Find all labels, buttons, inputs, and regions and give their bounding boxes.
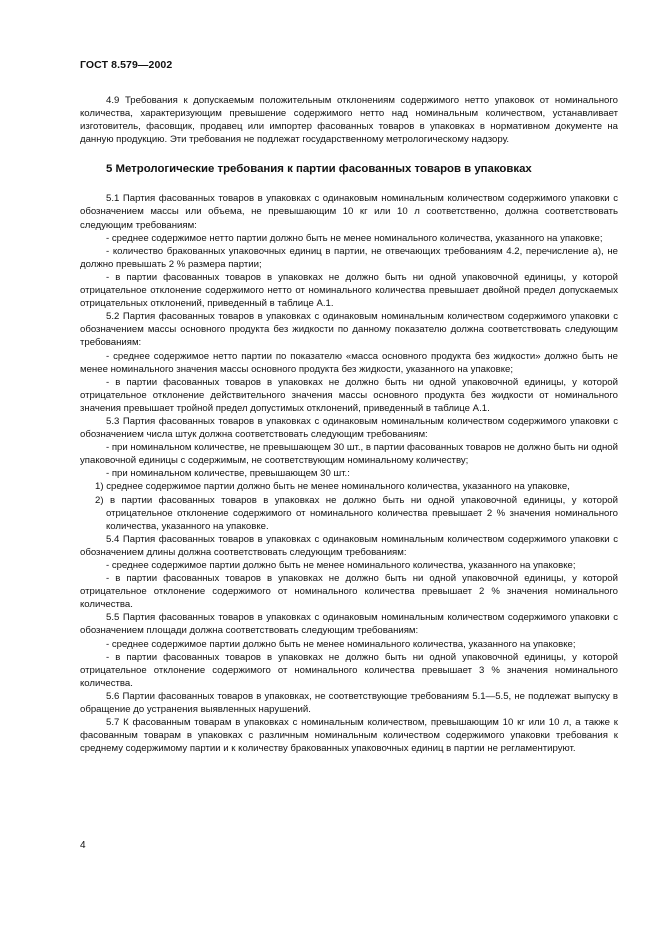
list-item: - среднее содержимое партии должно быть не менее номинального количества, указанного на упаковке; [106,638,576,650]
list-item: - в партии фасованных товаров в упаковках не должно быть ни одной упаковочной единицы, у которой отрицательное отклонение содержимого нетто от номинального количества превышает двойной предел допускаемых отрицательных отклонений, приведенный в таблице А.1. [80,271,618,310]
paragraph-5-3: 5.3 Партия фасованных товаров в упаковках с одинаковым номинальным количеством содержимого упаковки с обозначением числа штук должна соответствовать следующим требованиям: [80,415,618,441]
list-item: - при номинальном количестве, не превышающем 30 шт., в партии фасованных товаров не должно быть ни одной упаковочной единицы с содержимым, не соответствующим номинальному количеству; [80,442,618,467]
list-item: - в партии фасованных товаров в упаковках не должно быть ни одной упаковочной единицы, у которой отрицательное отклонение действительного значения массы основного продукта без жидкости от номинального значения превышает тройной предел допустимых отклонений, приведенный в таблице А.1. [80,376,618,414]
numbered-item: 1) среднее содержимое партии должно быть не менее номинального количества, указанного на упаковке, [95,481,570,493]
paragraph-5-2: 5.2 Партия фасованных товаров в упаковках с одинаковым номинальным количеством содержимого упаковки с обозначением массы основного продукта без жидкости по данному показателю должна соответствовать следующим требованиям: [80,311,618,349]
list-item: - при номинальном количестве, превышающем 30 шт.: [106,468,350,480]
paragraph-5-5: 5.5 Партия фасованных товаров в упаковках с одинаковым номинальным количеством содержимого упаковки с обозначением площади должна соответствовать следующим требованиям: [80,612,618,637]
list-item: - среднее содержимое партии должно быть не менее номинального количества, указанного на упаковке; [106,560,576,571]
numbered-item: 2) в партии фасованных товаров в упаковках не должно быть ни одной упаковочной единицы, у которой отрицательное отклонение содержимого от номинального количества превышает 2 % значения номинального количества, указанного на упаковке. [95,494,618,532]
page-number: 4 [80,840,86,851]
document-header: ГОСТ 8.579—2002 [80,59,173,71]
paragraph-5-4: 5.4 Партия фасованных товаров в упаковках с одинаковым номинальным количеством содержимого упаковки с обозначением длины должна соответствовать следующим требованиям: [80,533,618,558]
paragraph-5-7: 5.7 К фасованным товарам в упаковках с номинальным количеством, превышающим 10 кг или 10 л, а также к фасованным товарам в упаковках с различным номинальным количеством содержимого упаковки требования к среднему содержимому партии и к количеству бракованных упаковочных единиц в партии не регламентируют. [80,717,618,755]
list-item: - количество бракованных упаковочных единиц в партии, не отвечающих требованиям 4.2, перечисление а), не должно превышать 2 % размера партии; [80,245,618,270]
list-item: - в партии фасованных товаров в упаковках не должно быть ни одной упаковочной единицы, у которой отрицательное отклонение содержимого от номинального количества превышает 2 % значения номинального количества. [80,573,618,611]
list-item: - в партии фасованных товаров в упаковках не должно быть ни одной упаковочной единицы, у которой отрицательное отклонение содержимого от номинального количества превышает 3 % значения номинального количества. [80,651,618,689]
section-5-title: 5 Метрологические требования к партии фасованных товаров в упаковках [106,163,532,176]
paragraph-4-9: 4.9 Требования к допускаемым положительным отклонениям содержимого нетто упаковок от номинального количества, характеризующим превышение содержимого нетто над номинальным количеством, устанавливает изготовитель, фасовщик, продавец или импортер фасованных товаров в упаковках в нормативном документе на данную продукцию. Эти требования не подлежат государственному метрологическому надзору. [80,95,618,146]
list-item: - среднее содержимое нетто партии должно быть не менее номинального количества, указанного на упаковке; [106,232,603,244]
document-body [80,94,618,755]
list-item: - среднее содержимое нетто партии по показателю «масса основного продукта без жидкости» должно быть не менее номинального значения массы основного продукта без жидкости, указанного на упаковке; [80,350,618,375]
paragraph-5-1: 5.1 Партия фасованных товаров в упаковках с одинаковым номинальным количеством содержимого упаковки с обозначением массы или объема, не превышающим 10 кг или 10 л соответственно, должна соответствовать следующим требованиям: [80,193,618,231]
paragraph-5-6: 5.6 Партии фасованных товаров в упаковках, не соответствующие требованиям 5.1—5.5, не подлежат выпуску в обращение до устранения выявленных нарушений. [80,690,618,716]
